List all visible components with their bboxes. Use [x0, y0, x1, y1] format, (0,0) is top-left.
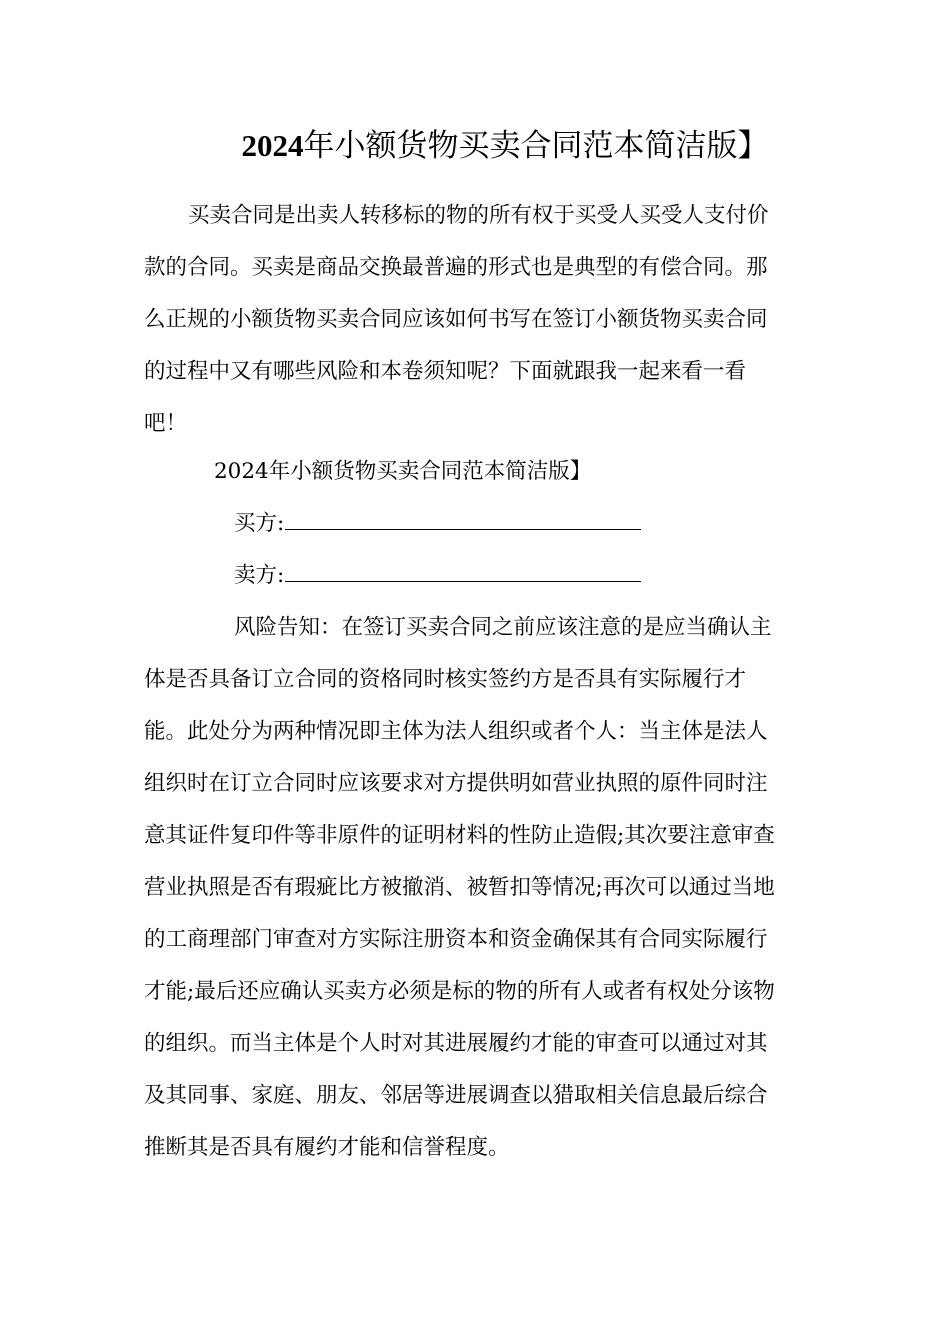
- risk-line: 能。此处分为两种情况即主体为法人组织或者个人：当主体是法人: [144, 719, 768, 744]
- intro-line: 买卖合同是出卖人转移标的物的所有权于买受人买受人支付价: [188, 203, 769, 228]
- intro-line: 款的合同。买卖是商品交换最普遍的形式也是典型的有偿合同。那: [144, 255, 768, 280]
- buyer-label: 买方:: [234, 511, 285, 536]
- risk-paragraph: [144, 602, 804, 1174]
- buyer-blank-line: [285, 511, 641, 530]
- risk-line: 才能;最后还应确认买卖方必须是标的物的所有人或者有权处分该物: [144, 979, 775, 1004]
- seller-field: [234, 550, 641, 602]
- contract-subtitle-block: [144, 446, 804, 498]
- risk-line: 风险告知：在签订买卖合同之前应该注意的是应当确认主: [234, 615, 772, 640]
- risk-line: 意其证件复印件等非原件的证明材料的性防止造假;其次要注意审查: [144, 823, 775, 848]
- risk-line: 的组织。而当主体是个人时对其进展履约才能的审查可以通过对其: [144, 1031, 768, 1056]
- document-title: [140, 120, 870, 172]
- contract-subtitle: 2024年小额货物买卖合同范本简洁版】: [214, 459, 592, 484]
- intro-line: 吧！: [144, 411, 188, 436]
- intro-paragraph: [144, 190, 804, 450]
- title-year: 2024: [241, 128, 304, 163]
- buyer-field: [234, 498, 641, 550]
- risk-line: 营业执照是否有瑕疵比方被撤消、被暂扣等情况;再次可以通过当地: [144, 875, 775, 900]
- seller-label: 卖方:: [234, 563, 285, 588]
- seller-blank-line: [285, 563, 641, 582]
- risk-line: 的工商理部门审查对方实际注册资本和资金确保其有合同实际履行: [144, 927, 768, 952]
- intro-line: 么正规的小额货物买卖合同应该如何书写在签订小额货物买卖合同: [144, 307, 768, 332]
- risk-line: 体是否具备订立合同的资格同时核实签约方是否具有实际履行才: [144, 667, 747, 692]
- risk-line: 推断其是否具有履约才能和信誉程度。: [144, 1135, 510, 1160]
- intro-line: 的过程中又有哪些风险和本卷须知呢？下面就跟我一起来看一看: [144, 359, 747, 384]
- risk-line: 及其同事、家庭、朋友、邻居等进展调查以猎取相关信息最后综合: [144, 1083, 768, 1108]
- risk-line: 组织时在订立合同时应该要求对方提供明如营业执照的原件同时注: [144, 771, 768, 796]
- title-text: 年小额货物买卖合同范本简洁版】: [303, 128, 769, 164]
